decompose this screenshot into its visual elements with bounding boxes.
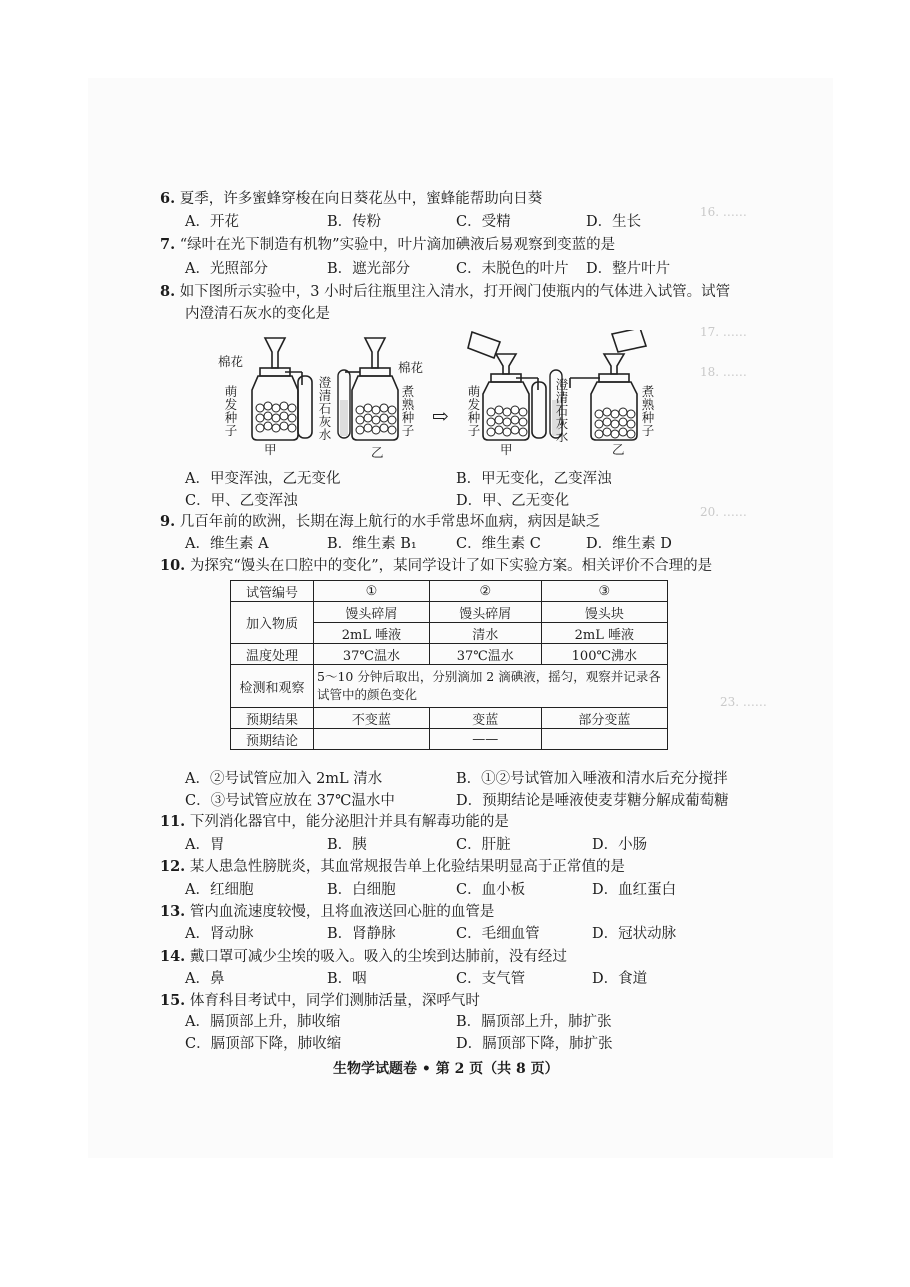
table-row <box>231 581 668 602</box>
option: A．②号试管应加入 2mL 清水 <box>185 771 383 787</box>
table-row <box>231 665 668 708</box>
bottle-yi-label: 乙 <box>371 445 384 460</box>
table-cell: 100℃沸水 <box>541 644 667 665</box>
option: C．毛细血管 <box>456 926 540 942</box>
table-row <box>231 602 668 623</box>
question-number: 6. <box>160 190 176 207</box>
question-12 <box>160 858 625 876</box>
question-14 <box>160 948 567 966</box>
option: D．预期结论是唾液使麦芽糖分解成葡萄糖 <box>456 793 729 809</box>
option: D．膈顶部下降，肺扩张 <box>456 1036 613 1052</box>
question-text: “绿叶在光下制造有机物”实验中，叶片滴加碘液后易观察到变蓝的是 <box>179 237 616 253</box>
table-cell: 馒头块 <box>541 602 667 623</box>
seeds-yi-right <box>595 408 635 438</box>
table-cell: 37℃温水 <box>314 644 430 665</box>
bleed-through-text: 17. …… <box>700 325 747 339</box>
seeds-yi-left <box>356 404 396 434</box>
option: C．支气管 <box>456 971 526 987</box>
option: D．食道 <box>592 971 648 987</box>
table-cell: 2mL 唾液 <box>314 623 430 644</box>
table-row-label: 温度处理 <box>231 644 314 665</box>
table-cell: 5～10 分钟后取出，分别滴加 2 滴碘液，摇匀，观察并记录各试管中的颜色变化 <box>314 665 668 708</box>
question-13 <box>160 903 494 921</box>
question-number: 12. <box>160 858 186 875</box>
question-text: 夏季，许多蜜蜂穿梭在向日葵花丛中，蜜蜂能帮助向日葵 <box>179 191 543 207</box>
option: D．冠状动脉 <box>592 926 677 942</box>
option: D．小肠 <box>592 837 648 853</box>
table-row-label: 预期结果 <box>231 708 314 729</box>
table-header-cell: ③ <box>541 581 667 602</box>
table-row <box>231 708 668 729</box>
option: A．光照部分 <box>185 261 268 277</box>
question-text: 某人患急性膀胱炎，其血常规报告单上化验结果明显高于正常值的是 <box>189 859 625 875</box>
question-number: 15. <box>160 992 186 1009</box>
option: B．肾静脉 <box>327 926 396 942</box>
question-number: 14. <box>160 948 186 965</box>
bleed-through-text: 18. …… <box>700 365 747 379</box>
question-number: 10. <box>160 557 186 574</box>
question-text: 管内血流速度较慢，且将血液送回心脏的血管是 <box>189 904 495 920</box>
table-row-label: 加入物质 <box>231 602 314 644</box>
option: C．血小板 <box>456 882 526 898</box>
option: A．红细胞 <box>185 882 254 898</box>
question-number: 11. <box>160 813 186 830</box>
option: A．鼻 <box>185 971 225 987</box>
question-text: 下列消化器官中，能分泌胆汁并具有解毒功能的是 <box>189 814 509 830</box>
option: C．受精 <box>456 214 511 230</box>
cotton-label: 棉花 <box>218 354 244 369</box>
option: B．胰 <box>327 837 367 853</box>
boiled-seeds-label: 煮熟种子 <box>401 384 415 438</box>
option: D．维生素 D <box>586 536 672 552</box>
table-header-cell: ① <box>314 581 430 602</box>
table-cell: 不变蓝 <box>314 708 430 729</box>
option: B．维生素 B₁ <box>327 536 417 552</box>
option: B．咽 <box>327 971 367 987</box>
question-7 <box>160 236 615 254</box>
limewater-label: 澄清石灰水 <box>318 375 332 442</box>
table-row <box>231 729 668 750</box>
cotton-label: 棉花 <box>398 360 424 375</box>
option: C．膈顶部下降，肺收缩 <box>185 1036 342 1052</box>
table-cell: 馒头碎屑 <box>314 602 430 623</box>
table-cell: 清水 <box>429 623 541 644</box>
question-number: 9. <box>160 513 176 530</box>
table-cell: 变蓝 <box>429 708 541 729</box>
option: A．开花 <box>185 214 239 230</box>
question-11 <box>160 813 509 831</box>
sprouting-seeds-label: 萌发种子 <box>224 384 238 438</box>
arrow-icon: ⇨ <box>432 404 449 428</box>
question-10 <box>160 557 712 575</box>
question-text: 为探究“馒头在口腔中的变化”，某同学设计了如下实验方案。相关评价不合理的是 <box>189 558 713 574</box>
option: C．维生素 C <box>456 536 541 552</box>
option: D．甲、乙无变化 <box>456 493 570 509</box>
question-text: 如下图所示实验中，3 小时后往瓶里注入清水，打开阀门使瓶内的气体进入试管。试管 <box>179 284 731 300</box>
question-text-continued: 内澄清石灰水的变化是 <box>185 306 330 322</box>
bottle-jia-label: 甲 <box>264 442 277 457</box>
option: D．整片叶片 <box>586 261 671 277</box>
bottle-yi-label: 乙 <box>612 442 625 457</box>
option: B．①②号试管加入唾液和清水后充分搅拌 <box>456 771 728 787</box>
table-row-label: 检测和观察 <box>231 665 314 708</box>
test-tube <box>338 370 350 438</box>
option: B．甲无变化，乙变浑浊 <box>456 471 612 487</box>
option: B．传粉 <box>327 214 382 230</box>
table-cell: 37℃温水 <box>429 644 541 665</box>
option: A．胃 <box>185 837 225 853</box>
option: C．未脱色的叶片 <box>456 261 569 277</box>
option: C．肝脏 <box>456 837 511 853</box>
experiment-table <box>230 580 668 750</box>
bleed-through-text: 20. …… <box>700 505 747 519</box>
question-number: 8. <box>160 283 176 300</box>
table-cell: —— <box>429 729 541 750</box>
boiled-seeds-label: 煮熟种子 <box>641 384 655 438</box>
table-row-label: 预期结论 <box>231 729 314 750</box>
question-text: 体育科目考试中，同学们测肺活量，深呼气时 <box>189 993 480 1009</box>
option: B．膈顶部上升，肺扩张 <box>456 1014 612 1030</box>
limewater-label: 澄清石灰水 <box>555 377 569 444</box>
table-header-cell: ② <box>429 581 541 602</box>
bottle-jia-label: 甲 <box>500 442 513 457</box>
option: B．白细胞 <box>327 882 396 898</box>
page-footer: 生物学试题卷 • 第 2 页（共 8 页） <box>333 1061 559 1077</box>
option: D．生长 <box>586 214 642 230</box>
bleed-through-text: 23. …… <box>720 695 767 709</box>
option: A．膈顶部上升，肺收缩 <box>185 1014 341 1030</box>
option: A．维生素 A <box>185 536 269 552</box>
table-cell <box>541 729 667 750</box>
option: D．血红蛋白 <box>592 882 677 898</box>
option: B．遮光部分 <box>327 261 411 277</box>
table-cell: 2mL 唾液 <box>541 623 667 644</box>
option: A．肾动脉 <box>185 926 254 942</box>
option: C．甲、乙变浑浊 <box>185 493 298 509</box>
question-9 <box>160 513 600 531</box>
table-header-label: 试管编号 <box>231 581 314 602</box>
sprouting-seeds-label: 萌发种子 <box>467 384 481 438</box>
table-cell: 馒头碎屑 <box>429 602 541 623</box>
option: A．甲变浑浊，乙无变化 <box>185 471 341 487</box>
table-row <box>231 644 668 665</box>
table-cell <box>314 729 430 750</box>
question-text: 几百年前的欧洲，长期在海上航行的水手常患坏血病，病因是缺乏 <box>179 514 601 530</box>
question-number: 7. <box>160 236 176 253</box>
option: C．③号试管应放在 37℃温水中 <box>185 793 395 809</box>
table-cell: 部分变蓝 <box>541 708 667 729</box>
bleed-through-text: 16. …… <box>700 205 747 219</box>
question-text: 戴口罩可减少尘埃的吸入。吸入的尘埃到达肺前，没有经过 <box>189 949 567 965</box>
question-6 <box>160 190 542 208</box>
bottle-yi-left <box>345 338 398 440</box>
seeds-jia-right <box>487 406 527 436</box>
question-8 <box>160 283 730 301</box>
question-number: 13. <box>160 903 186 920</box>
seeds-jia-left <box>256 402 296 432</box>
question-15 <box>160 992 480 1010</box>
